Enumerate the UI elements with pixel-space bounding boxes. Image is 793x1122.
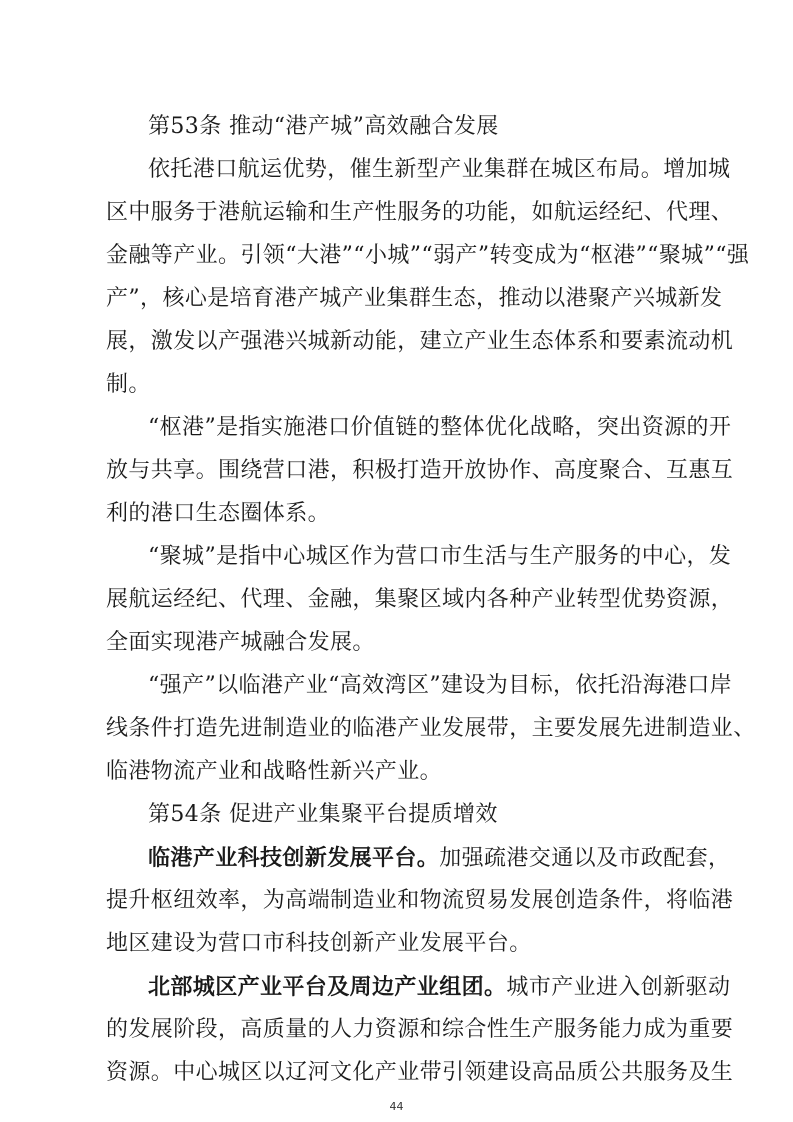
article-54-heading: 第54条 促进产业集聚平台提质增效 <box>148 802 498 827</box>
article-53-para1-line: 依托港口航运优势，催生新型产业集群在城区布局。增加城 <box>148 157 731 182</box>
article-53-para4-line: “强产”以临港产业“高效湾区”建设为目标，依托沿海港口岸 <box>148 673 733 698</box>
article-54-para2-line <box>148 972 731 1002</box>
article-54-para2-line: 的发展阶段，高质量的人力资源和综合性生产服务能力成为重要 <box>106 1017 734 1042</box>
article-54-para1-line <box>148 843 731 873</box>
article-53-para3-line: 展航运经纪、代理、金融，集聚区域内各种产业转型优势资源， <box>106 587 734 612</box>
article-53-para3-line: 全面实现港产城融合发展。 <box>106 630 375 655</box>
article-53-para4-line: 临港物流产业和战略性新兴产业。 <box>106 759 443 784</box>
page-number: 44 <box>389 1100 404 1113</box>
article-53-para4-line: 线条件打造先进制造业的临港产业发展带，主要发展先进制造业、 <box>106 716 756 741</box>
article-54-para1-line: 提升枢纽效率，为高端制造业和物流贸易发展创造条件，将临港 <box>106 888 734 913</box>
article-53-para1-line: 区中服务于港航运输和生产性服务的功能，如航运经纪、代理、 <box>106 200 734 225</box>
article-53-para1-line: 制。 <box>106 372 151 397</box>
article-53-para1-line: 产”，核心是培育港产城产业集群生态，推动以港聚产兴城新发 <box>106 286 723 311</box>
article-53-para2-line: “枢港”是指实施港口价值链的整体优化战略，突出资源的开 <box>148 415 732 440</box>
article-53-para3-line: “聚城”是指中心城区作为营口市生活与生产服务的中心，发 <box>148 544 732 569</box>
article-53-para2-line: 放与共享。围绕营口港，积极打造开放协作、高度聚合、互惠互 <box>106 458 734 483</box>
platform-title: 临港产业科技创新发展平台。 <box>148 845 440 871</box>
platform-text: 城市产业进入创新驱动 <box>506 975 731 1000</box>
article-53-para2-line: 利的港口生态圈体系。 <box>106 501 331 526</box>
article-54-para2-line: 资源。中心城区以辽河文化产业带引领建设高品质公共服务及生 <box>106 1060 734 1085</box>
platform-title: 北部城区产业平台及周边产业组团。 <box>148 974 507 1000</box>
article-54-para1-line: 地区建设为营口市科技创新产业发展平台。 <box>106 931 532 956</box>
platform-text: 加强疏港交通以及市政配套， <box>439 846 731 871</box>
article-53-heading: 第53条 推动“港产城”高效融合发展 <box>148 114 499 139</box>
article-53-para1-line: 展，激发以产强港兴城新动能，建立产业生态体系和要素流动机 <box>106 329 734 354</box>
article-53-para1-line: 金融等产业。引领“大港”“小城”“弱产”转变成为“枢港”“聚城”“强 <box>106 243 750 268</box>
